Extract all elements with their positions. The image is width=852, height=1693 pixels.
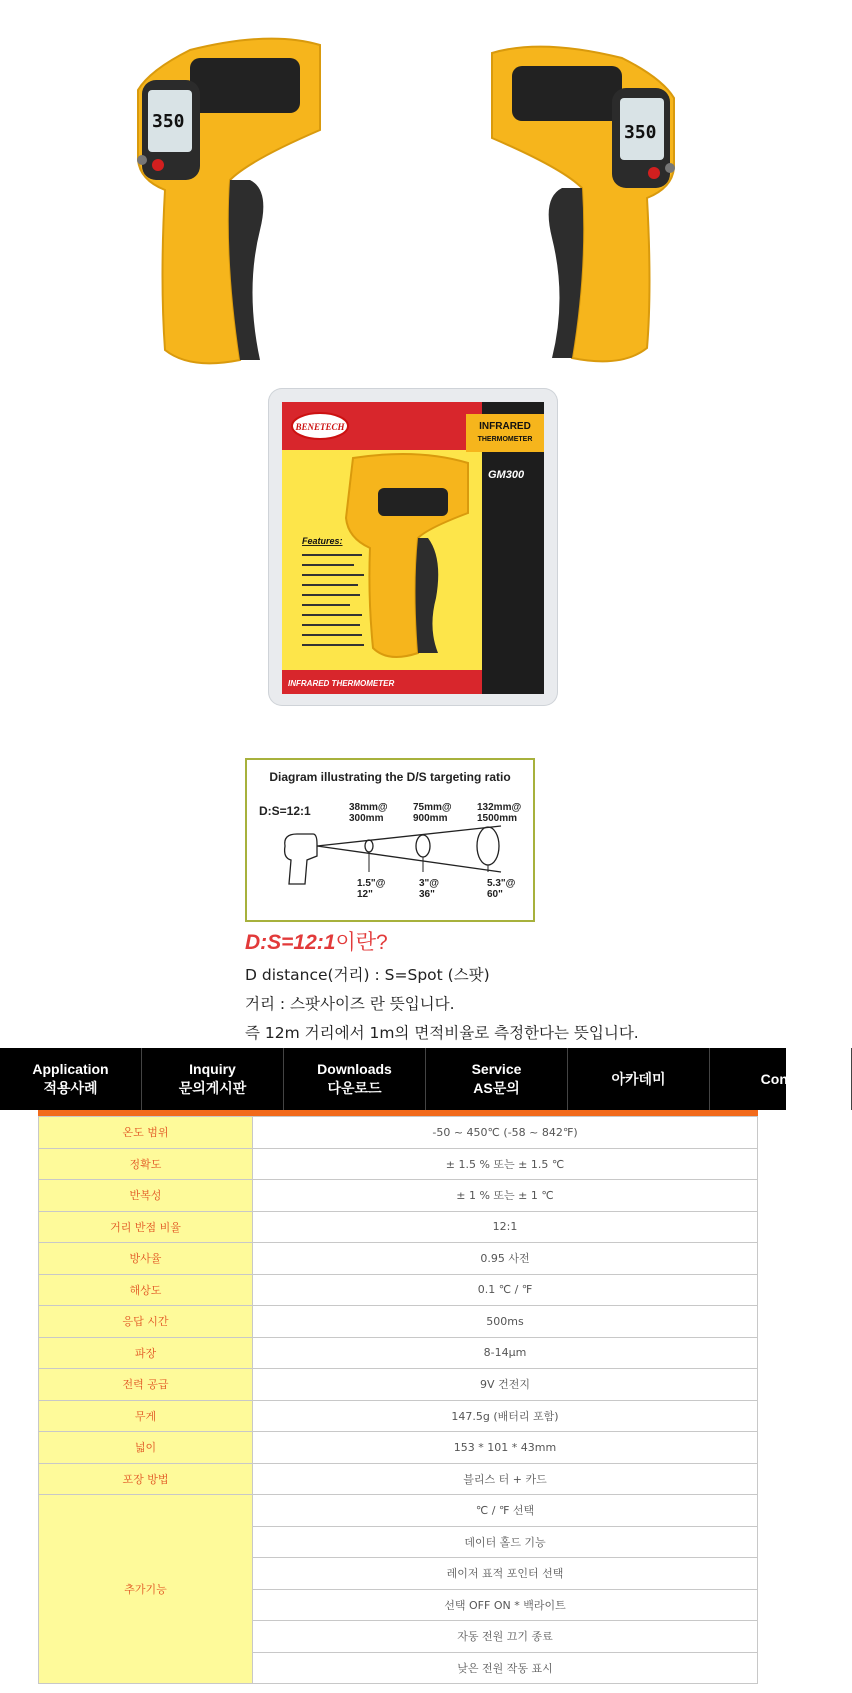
spec-value: 0.95 사전 xyxy=(253,1243,758,1275)
spec-value: ± 1.5 % 또는 ± 1.5 ℃ xyxy=(253,1148,758,1180)
spec-label: 방사율 xyxy=(39,1243,253,1275)
main-navigation xyxy=(0,1048,801,1110)
diagram-ratio-label: D:S=12:1 xyxy=(259,804,311,818)
table-row xyxy=(39,1211,758,1243)
spec-value: 8-14μm xyxy=(253,1337,758,1369)
spec-label: 해상도 xyxy=(39,1274,253,1306)
spec-value: -50 ~ 450℃ (-58 ~ 842℉) xyxy=(253,1117,758,1149)
product-package-photo xyxy=(268,388,558,706)
thermometer-photo-left xyxy=(130,30,330,370)
thermometer-photo-right xyxy=(482,38,682,368)
extra-feature-item: 데이터 홀드 기능 xyxy=(253,1526,758,1558)
table-row xyxy=(39,1274,758,1306)
nav-item-academy[interactable]: 아카데미 xyxy=(568,1048,710,1110)
spec-value: 9V 건전지 xyxy=(253,1369,758,1401)
extra-feature-item: 선택 OFF ON * 백라이트 xyxy=(253,1589,758,1621)
package-features-title: Features: xyxy=(302,536,343,546)
diagram-top-label: 75mm@ 900mm xyxy=(413,802,452,824)
spec-label: 넓이 xyxy=(39,1432,253,1464)
spec-label: 파장 xyxy=(39,1337,253,1369)
package-bottom-band: INFRARED THERMOMETER xyxy=(288,679,395,688)
spec-value: 500ms xyxy=(253,1306,758,1338)
diagram-thermometer-icon xyxy=(285,834,317,884)
nav-item-downloads[interactable]: Downloads 다운로드 xyxy=(284,1048,426,1110)
diagram-beam-drawing xyxy=(255,824,525,890)
spec-value: 블리스 터 + 카드 xyxy=(253,1463,758,1495)
extra-feature-item: ℃ / ℉ 선택 xyxy=(253,1495,758,1527)
diagram-bottom-label: 5.3"@ 60" xyxy=(487,878,516,900)
diagram-title: Diagram illustrating the D/S targeting ratio xyxy=(269,770,511,784)
spec-label: 무게 xyxy=(39,1400,253,1432)
spec-label: 전력 공급 xyxy=(39,1369,253,1401)
nav-item-inquiry[interactable]: Inquiry 문의게시판 xyxy=(142,1048,284,1110)
extra-feature-item: 자동 전원 끄기 종료 xyxy=(253,1621,758,1653)
diagram-top-label: 38mm@ 300mm xyxy=(349,802,388,824)
explanation-line-3: 즉 12m 거리에서 1m의 면적비율로 측정한다는 뜻입니다. xyxy=(245,1024,639,1042)
table-row xyxy=(39,1148,758,1180)
table-row xyxy=(39,1495,758,1527)
diagram-top-label: 132mm@ 1500mm xyxy=(477,802,522,824)
package-model: GM300 xyxy=(488,469,525,481)
explanation-line-1: D distance(거리) : S=Spot (스팟) xyxy=(245,966,490,984)
diagram-bottom-label: 3"@ 36" xyxy=(419,878,440,900)
package-type-line2: THERMOMETER xyxy=(477,436,533,443)
table-row xyxy=(39,1337,758,1369)
ds-ratio-diagram xyxy=(245,758,535,922)
package-illustration xyxy=(268,388,558,706)
table-row xyxy=(39,1369,758,1401)
table-row xyxy=(39,1117,758,1149)
spec-value: 147.5g (배터리 포함) xyxy=(253,1400,758,1432)
spec-value: ± 1 % 또는 ± 1 ℃ xyxy=(253,1180,758,1212)
ds-ratio-heading: D:S=12:1이란? xyxy=(245,931,388,954)
spec-table xyxy=(38,1116,758,1684)
package-type-line1: INFRARED xyxy=(479,421,531,432)
nav-item-service[interactable]: Service AS문의 xyxy=(426,1048,568,1110)
table-row xyxy=(39,1243,758,1275)
display-reading-right: 350 xyxy=(624,122,657,143)
spec-label: 응답 시간 xyxy=(39,1306,253,1338)
spec-value: 12:1 xyxy=(253,1211,758,1243)
table-row xyxy=(39,1306,758,1338)
table-row xyxy=(39,1432,758,1464)
table-row xyxy=(39,1180,758,1212)
spec-label: 포장 방법 xyxy=(39,1463,253,1495)
nav-item-application[interactable]: Application 적용사례 xyxy=(0,1048,142,1110)
spec-label: 반복성 xyxy=(39,1180,253,1212)
spec-value: 0.1 ℃ / ℉ xyxy=(253,1274,758,1306)
table-row xyxy=(39,1400,758,1432)
explanation-line-2: 거리 : 스팟사이즈 란 뜻입니다. xyxy=(245,995,455,1013)
package-brand: BENETECH xyxy=(295,422,345,432)
spec-value: 153 * 101 * 43mm xyxy=(253,1432,758,1464)
nav-item-contact[interactable]: Conta xyxy=(710,1048,852,1110)
spec-label: 정확도 xyxy=(39,1148,253,1180)
spec-label: 온도 범위 xyxy=(39,1117,253,1149)
extra-feature-item: 레이저 표적 포인터 선택 xyxy=(253,1558,758,1590)
table-row xyxy=(39,1463,758,1495)
display-reading-left: 350 xyxy=(152,111,185,132)
diagram-bottom-label: 1.5"@ 12" xyxy=(357,878,386,900)
spec-label: 거리 반점 비율 xyxy=(39,1211,253,1243)
extra-feature-item: 낮은 전원 작동 표시 xyxy=(253,1652,758,1684)
extra-features-label: 추가기능 xyxy=(39,1495,253,1684)
